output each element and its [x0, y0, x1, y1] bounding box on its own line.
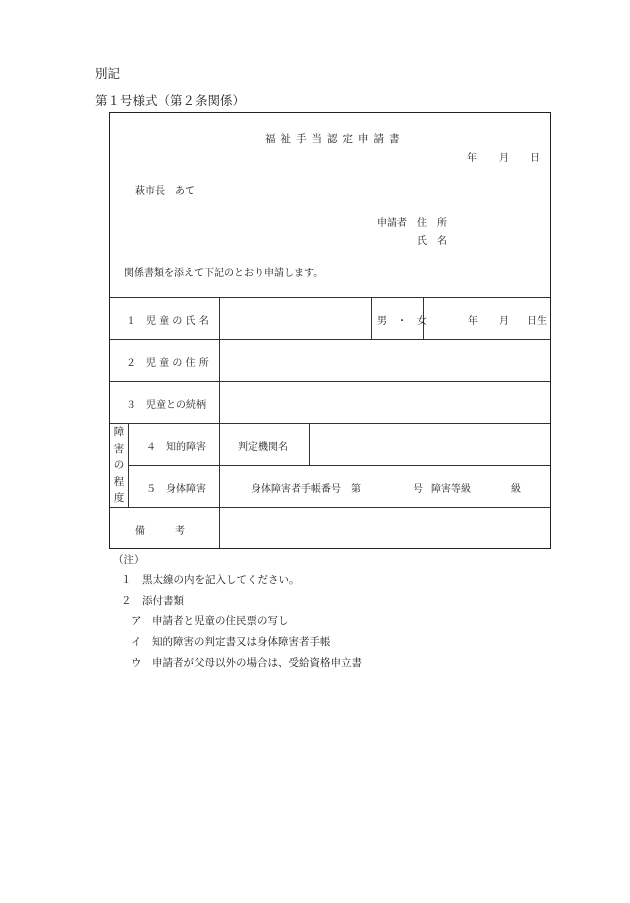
relation-label: ３ 児童との続柄 — [126, 400, 206, 411]
child-address-field[interactable] — [220, 340, 549, 380]
birth-month-label: 月 — [499, 316, 509, 327]
date-month-label: 月 — [499, 153, 509, 164]
judging-org-field[interactable] — [310, 424, 549, 464]
note-item: ア 申請者と児童の住民票の写し — [131, 615, 289, 627]
form-number: 第１号様式（第２条関係） — [95, 93, 246, 108]
remarks-field[interactable] — [220, 508, 549, 547]
note-item: イ 知的障害の判定書又は身体障害者手帳 — [131, 636, 331, 648]
child-address-label: ２ 児 童 の 住 所 — [126, 358, 209, 369]
handbook-number-label: 身体障害者手帳番号 第 — [251, 484, 361, 495]
statement: 関係書類を添えて下記のとおり申請します。 — [124, 268, 324, 279]
note-item: ２ 添付書類 — [121, 595, 184, 607]
child-name-field[interactable] — [220, 298, 370, 338]
divider-sex-left — [371, 297, 372, 339]
date-day-label: 日 — [530, 153, 540, 164]
applicant-name-label: 氏 名 — [417, 236, 447, 247]
date-year-label: 年 — [467, 153, 477, 164]
sex-selector[interactable]: 男 ・ 女 — [377, 316, 427, 327]
handbook-number-suffix: 号 — [413, 484, 423, 495]
divider-row4 — [128, 465, 550, 466]
notes-heading: （注） — [113, 554, 145, 566]
physical-disability-label: ５ 身体障害 — [146, 484, 206, 495]
form-title: 福祉手当認定申請書 — [265, 133, 405, 145]
degree-of-disability-label: 障 害 の 程 度 — [113, 426, 125, 504]
applicant-label: 申請者 — [377, 218, 407, 229]
appendix-label: 別記 — [95, 66, 121, 81]
judging-org-label: 判定機関名 — [238, 442, 288, 453]
divider-degree-column — [128, 423, 129, 507]
note-item: １ 黒太線の内を記入してください。 — [121, 574, 300, 586]
intellectual-disability-label: ４ 知的障害 — [146, 442, 206, 453]
remarks-label: 備 考 — [135, 526, 185, 537]
note-item: ウ 申請者が父母以外の場合は、受給資格申立書 — [131, 657, 362, 669]
applicant-address-label: 住 所 — [417, 218, 447, 229]
relation-field[interactable] — [220, 382, 549, 422]
birth-year-label: 年 — [468, 316, 478, 327]
child-name-label: １ 児 童 の 氏 名 — [126, 316, 209, 327]
birth-day-label: 日生 — [527, 316, 547, 327]
addressee: 萩市長 あて — [135, 186, 195, 197]
disability-grade-label: 障害等級 — [431, 484, 471, 495]
disability-grade-suffix: 級 — [511, 484, 521, 495]
